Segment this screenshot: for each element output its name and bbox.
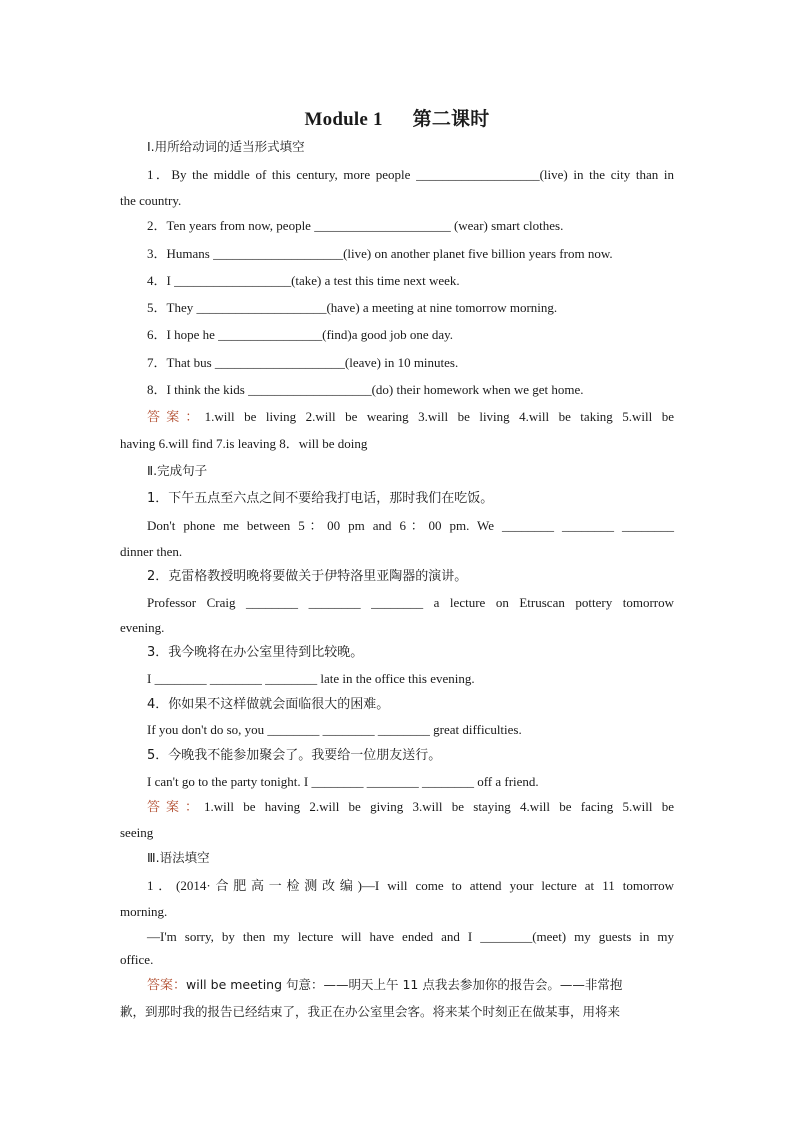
s2-answer-text: 1.will be having 2.will be giving 3.will be staying 4.will be facing 5.will be <box>203 799 674 814</box>
s2-q1-cn: 1．下午五点至六点之间不要给我打电话，那时我们在吃饭。 <box>147 491 494 506</box>
s2-q1-en1: Don't phone me between 5：00 pm and 6：00 pm. We ________ ________ ________ <box>147 518 674 533</box>
answer-label: 答案： <box>147 410 205 425</box>
s2-q1-en2: dinner then. <box>120 544 183 559</box>
s1-q6: 6．I hope he ________________(find)a good job one day. <box>147 327 454 342</box>
s2-q5-cn: 5．今晚我不能参加聚会了。我要给一位朋友送行。 <box>147 748 442 763</box>
answer-label: 答案： <box>147 978 187 993</box>
page-title <box>0 104 794 131</box>
s2-q3-cn: 3．我今晚将在办公室里待到比较晚。 <box>147 645 364 660</box>
module-label: Module 1 <box>304 109 383 130</box>
s1-q8: 8．I think the kids ___________________(do) their homework when we get home. <box>147 382 584 397</box>
s1-q7: 7．That bus ____________________(leave) in 10 minutes. <box>147 355 459 370</box>
s3-answer-text: will be meeting 句意：——明天上午 11 点我去参加你的报告会。——非常抱 <box>186 977 623 992</box>
s2-q4-en1: If you don't do so, you ________ ________ ________ great difficulties. <box>147 722 522 737</box>
s1-q4: 4．I __________________(take) a test this time next week. <box>147 273 460 288</box>
s1-q3: 3．Humans ____________________(live) on another planet five billion years from now. <box>147 246 613 261</box>
s3-q1-line2: morning. <box>120 904 168 919</box>
s3-answer-line1 <box>147 976 674 995</box>
section1-heading: Ⅰ.用所给动词的适当形式填空 <box>147 139 305 154</box>
s1-answer-line1 <box>147 408 674 427</box>
answer-label: 答案： <box>147 800 204 815</box>
section2-heading: Ⅱ.完成句子 <box>147 463 208 478</box>
s1-answer-line2: having 6.will find 7.is leaving 8．will be doing <box>120 436 368 451</box>
s1-q5: 5．They ____________________(have) a meeting at nine tomorrow morning. <box>147 300 558 315</box>
s2-q2-en1: Professor Craig ________ ________ ________ a lecture on Etruscan pottery tomorrow <box>147 595 674 610</box>
lesson-label: 第二课时 <box>412 108 490 130</box>
s2-answer-line1 <box>147 798 674 817</box>
s1-q1-line2: the country. <box>120 193 182 208</box>
s3-q1-line3: —I'm sorry, by then my lecture will have ended and I ________(meet) my guests in my <box>147 929 674 944</box>
s2-q4-cn: 4．你如果不这样做就会面临很大的困难。 <box>147 697 390 712</box>
s3-answer-line2: 歉，到那时我的报告已经结束了，我正在办公室里会客。将来某个时刻正在做某事，用将来 <box>120 1004 621 1019</box>
s1-q2: 2．Ten years from now, people _____________________ (wear) smart clothes. <box>147 218 564 233</box>
s3-q1-line4: office. <box>120 952 154 967</box>
s2-q2-cn: 2．克雷格教授明晚将要做关于伊特洛里亚陶器的演讲。 <box>147 569 468 584</box>
section3-heading: Ⅲ.语法填空 <box>147 850 210 865</box>
s2-q2-en2: evening. <box>120 620 165 635</box>
s2-answer-line2: seeing <box>120 825 154 840</box>
s2-q5-en1: I can't go to the party tonight. I ________ ________ ________ off a friend. <box>147 774 539 789</box>
s1-answer-text: 1.will be living 2.will be wearing 3.will be living 4.will be taking 5.will be <box>204 409 674 424</box>
s1-q1-line1: 1．By the middle of this century, more people ___________________(live) in the city than in <box>147 167 674 182</box>
s3-q1-line1: 1．(2014·合肥高一检测改编)—I will come to attend your lecture at 11 tomorrow <box>147 878 674 893</box>
s2-q3-en1: I ________ ________ ________ late in the office this evening. <box>147 671 475 686</box>
